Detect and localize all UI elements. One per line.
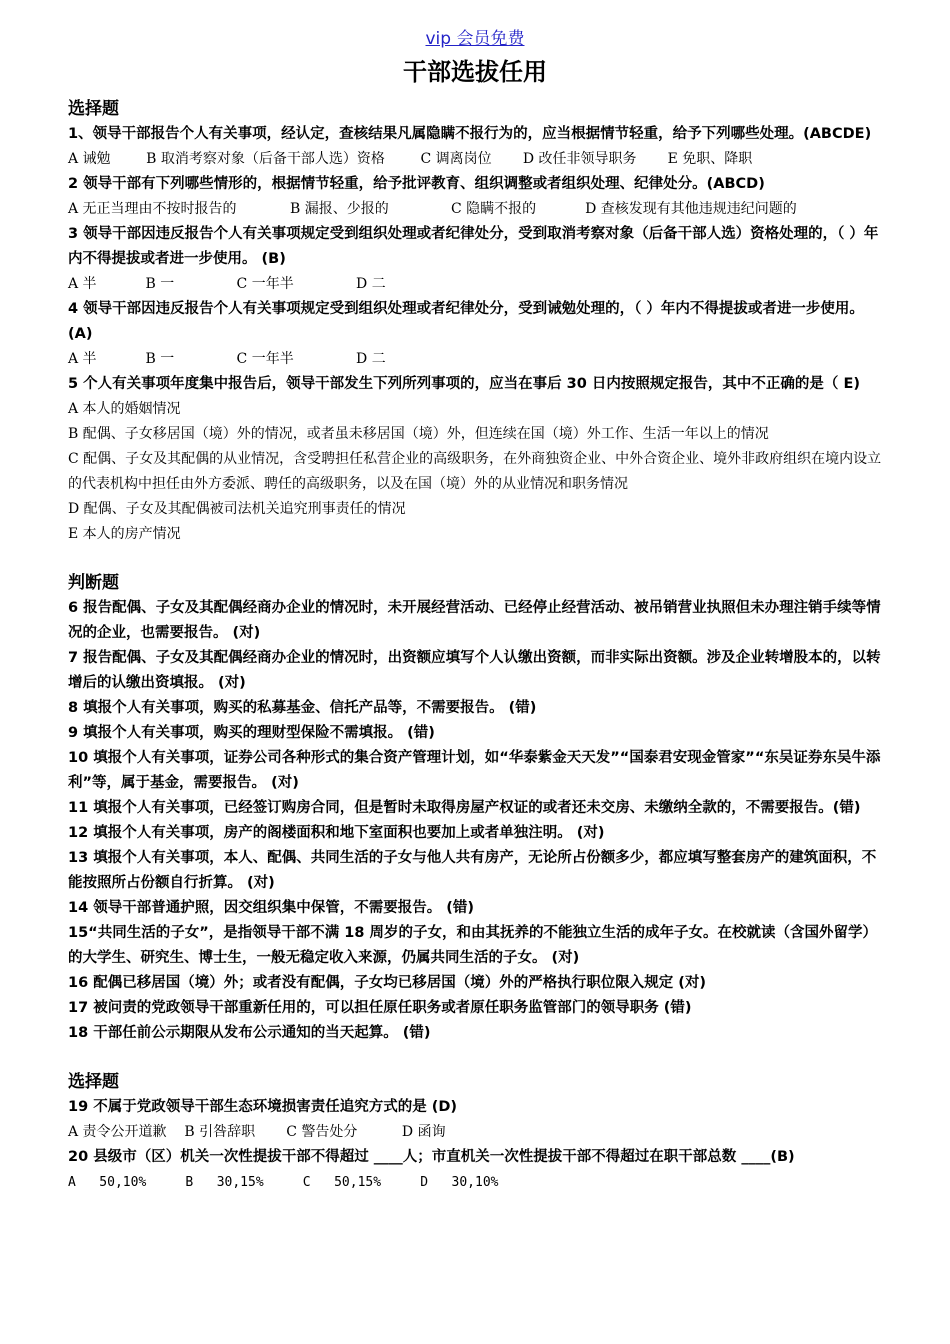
section-heading-judgement: 判断题 [68,573,119,593]
document-title: 干部选拔任用 [403,58,547,86]
question-9: 9 填报个人有关事项，购买的理财型保险不需填报。 (错) [68,725,435,741]
question-5-option-c: C 配偶、子女及其配偶的从业情况，含受聘担任私营企业的高级职务，在外商独资企业、中外合资企业、境外非政府组织在境内设立的代表机构中担任由外方委派、聘任的高级职务，以及在国（境）外的从业情况和职务情况 [68,451,882,492]
question-10: 10 填报个人有关事项，证券公司各种形式的集合资产管理计划，如“华泰紫金天天发”“国泰君安现金管家”“东吴证券东吴牛添利”等，属于基金，需要报告。 (对) [68,750,881,791]
question-5-option-d: D 配偶、子女及其配偶被司法机关追究刑事责任的情况 [68,501,406,517]
question-1-options: A 诫勉 B 取消考察对象（后备干部人选）资格 C 调离岗位 D 改任非领导职务 E 免职、降职 [68,151,753,167]
question-2: 2 领导干部有下列哪些情形的，根据情节轻重，给予批评教育、组织调整或者组织处理、纪律处分。(ABCD) [68,176,765,192]
question-11: 11 填报个人有关事项，已经签订购房合同，但是暂时未取得房屋产权证的或者还未交房、未缴纳全款的，不需要报告。(错) [68,800,861,816]
question-12: 12 填报个人有关事项，房产的阁楼面积和地下室面积也要加上或者单独注明。 (对) [68,825,605,841]
question-5: 5 个人有关事项年度集中报告后，领导干部发生下列所列事项的，应当在事后 30 日内按照规定报告，其中不正确的是（ E) [68,376,860,392]
question-14: 14 领导干部普通护照，因交组织集中保管，不需要报告。 (错) [68,900,475,916]
question-7: 7 报告配偶、子女及其配偶经商办企业的情况时，出资额应填写个人认缴出资额，而非实际出资额。涉及企业转增股本的，以转增后的认缴出资填报。 (对) [68,650,881,691]
question-6: 6 报告配偶、子女及其配偶经商办企业的情况时，未开展经营活动、已经停止经营活动、被吊销营业执照但未办理注销手续等情况的企业，也需要报告。 (对) [68,600,881,641]
question-19: 19 不属于党政领导干部生态环境损害责任追究方式的是 (D) [68,1099,458,1115]
question-5-option-b: B 配偶、子女移居国（境）外的情况，或者虽未移居国（境）外，但连续在国（境）外工作、生活一年以上的情况 [68,426,769,442]
question-5-option-e: E 本人的房产情况 [68,526,181,542]
question-8: 8 填报个人有关事项，购买的私募基金、信托产品等，不需要报告。 (错) [68,700,537,716]
question-15: 15“共同生活的子女”，是指领导干部不满 18 周岁的子女，和由其抚养的不能独立生活的成年子女。在校就读（含国外留学）的大学生、研究生、博士生，一般无稳定收入来源，仍属共同生活的子女。 (对) [68,925,878,966]
vip-link[interactable]: vip 会员免费 [425,29,525,49]
question-20: 20 县级市（区）机关一次性提拔干部不得超过 ____人；市直机关一次性提拔干部不得超过在职干部总数 ____(B) [68,1149,795,1165]
question-19-options: A 责令公开道歉 B 引咎辞职 C 警告处分 D 函询 [68,1124,446,1140]
question-4-options: A 半 B 一 C 一年半 D 二 [68,351,386,367]
section-heading-choice-1: 选择题 [68,99,119,119]
question-5-option-a: A 本人的婚姻情况 [68,401,181,417]
question-13: 13 填报个人有关事项，本人、配偶、共同生活的子女与他人共有房产，无论所占份额多少，都应填写整套房产的建筑面积，不能按照所占份额自行折算。 (对) [68,850,877,891]
question-4: 4 领导干部因违反报告个人有关事项规定受到组织处理或者纪律处分，受到诫勉处理的，（ ）年内不得提拔或者进一步使用。 (A) [68,301,864,342]
question-1: 1、领导干部报告个人有关事项，经认定，查核结果凡属隐瞒不报行为的，应当根据情节轻重，给予下列哪些处理。(ABCDE) [68,126,872,142]
section-heading-choice-2: 选择题 [68,1072,119,1092]
question-2-options: A 无正当理由不按时报告的 B 漏报、少报的 C 隐瞒不报的 D 查核发现有其他违规违纪问题的 [68,201,797,217]
question-3-options: A 半 B 一 C 一年半 D 二 [68,276,386,292]
question-17: 17 被问责的党政领导干部重新任用的，可以担任原任职务或者原任职务监管部门的领导职务 (错) [68,1000,692,1016]
question-3: 3 领导干部因违反报告个人有关事项规定受到组织处理或者纪律处分，受到取消考察对象（后备干部人选）资格处理的，（ ）年内不得提拔或者进一步使用。 (B) [68,226,879,267]
question-16: 16 配偶已移居国（境）外；或者没有配偶，子女均已移居国（境）外的严格执行职位限入规定 (对) [68,975,707,991]
document-body [68,97,886,1195]
question-18: 18 干部任前公示期限从发布公示通知的当天起算。 (错) [68,1025,431,1041]
question-20-options: A 50,10% B 30,15% C 50,15% D 30,10% [68,1175,499,1190]
